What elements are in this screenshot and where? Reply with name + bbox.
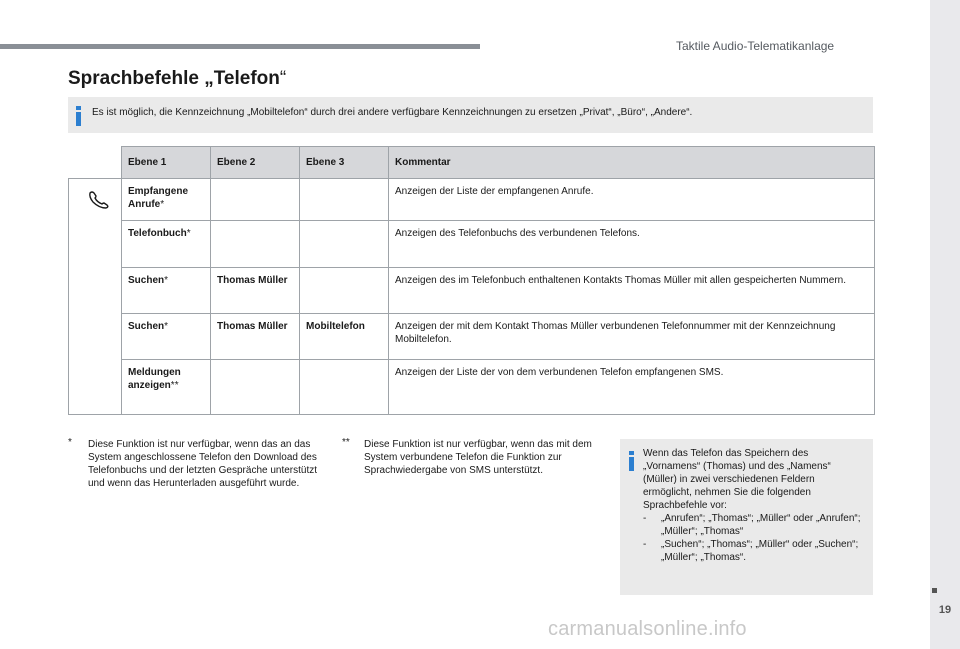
footnote-mark: ** (342, 437, 350, 448)
level2-cell: Thomas Müller (211, 268, 300, 314)
level2-cell (211, 179, 300, 221)
table-row (69, 360, 875, 415)
header-level-1: Ebene 1 (122, 147, 211, 179)
header-blank-cell (69, 147, 122, 179)
header-rule (0, 44, 480, 49)
footnote-text: Diese Funktion ist nur verfügbar, wenn das mit dem System verbundene Telefon die Funktion zur Sprachwiedergabe von SMS unterstützt. (364, 439, 592, 476)
level2-cell (211, 221, 300, 268)
level1-text: Telefonbuch (128, 228, 187, 239)
info-icon (75, 106, 82, 126)
level2-cell: Thomas Müller (211, 314, 300, 360)
footnote-single-asterisk (68, 438, 318, 490)
comment-cell: Anzeigen der mit dem Kontakt Thomas Müller verbundenen Telefonnummer mit der Kennzeichnung Mobiltelefon. (389, 314, 875, 360)
page-title-close-quote: “ (279, 68, 287, 89)
voice-command-table (68, 146, 875, 415)
level1-cell (122, 314, 211, 360)
header-level-3: Ebene 3 (300, 147, 389, 179)
footnote-mark: * (68, 437, 72, 448)
comment-cell: Anzeigen der Liste der empfangenen Anrufe. (389, 179, 875, 221)
icon-cell (69, 268, 122, 314)
level3-cell (300, 179, 389, 221)
comment-cell: Anzeigen des Telefonbuchs des verbundenen Telefons. (389, 221, 875, 268)
level1-text: Suchen (128, 321, 165, 332)
level1-cell (122, 179, 211, 221)
info-box (68, 97, 873, 133)
footnote-mark: * (186, 228, 191, 239)
level1-text: Meldungen anzeigen (128, 367, 181, 391)
table-row (69, 268, 875, 314)
note-list (643, 512, 865, 564)
table-header-row (69, 147, 875, 179)
phone-icon (87, 189, 113, 209)
table-row (69, 179, 875, 221)
note-intro: Wenn das Telefon das Speichern des „Vornamens“ (Thomas) und des „Namens“ (Müller) in zwei verschiedenen Feldern ermöglicht, nehmen Sie die folgenden Sprachbefehle vor: (643, 448, 831, 511)
info-text: Es ist möglich, die Kennzeichnung „Mobiltelefon“ durch drei andere verfügbare Kennzeichnungen zu ersetzen „Privat“, „Büro“, „Andere“. (92, 107, 693, 118)
level1-cell (122, 360, 211, 415)
icon-cell (69, 314, 122, 360)
footnote-mark: * (164, 275, 169, 286)
table-row (69, 314, 875, 360)
level1-cell (122, 268, 211, 314)
section-title: Taktile Audio-Telematikanlage (676, 39, 835, 53)
note-box (620, 439, 873, 595)
watermark-text: carmanualsonline.info (548, 618, 747, 640)
level1-text: Suchen (128, 275, 165, 286)
level1-text: Empfangene Anrufe (128, 186, 189, 210)
page-edge-strip (930, 0, 960, 649)
level3-cell (300, 360, 389, 415)
comment-cell: Anzeigen der Liste der von dem verbundenen Telefon empfangenen SMS. (389, 360, 875, 415)
icon-cell (69, 179, 122, 221)
footnote-double-asterisk (342, 438, 592, 477)
footnote-text: Diese Funktion ist nur verfügbar, wenn das an das System angeschlossene Telefon den Download des Telefonbuchs und der letzten Gespräche unterstützt und wenn das Herunterladen ausgeführt wurde. (88, 439, 318, 489)
footnote-mark: * (164, 321, 169, 332)
list-item: - „Suchen“; „Thomas“; „Müller“ oder „Suchen“; „Müller“; „Thomas“. (643, 538, 865, 564)
page-number: 19 (938, 604, 952, 616)
icon-cell (69, 360, 122, 415)
level2-cell (211, 360, 300, 415)
footnote-mark: * (160, 199, 165, 210)
footnote-mark: ** (170, 380, 179, 391)
list-item: - „Anrufen“; „Thomas“; „Müller“ oder „Anrufen“; „Müller“; „Thomas“ (643, 512, 865, 538)
table-row (69, 221, 875, 268)
icon-cell (69, 221, 122, 268)
note-body (643, 447, 865, 564)
header-level-2: Ebene 2 (211, 147, 300, 179)
page-title-text: Sprachbefehle „Telefon (68, 68, 280, 89)
page-title (68, 68, 286, 90)
level3-cell (300, 221, 389, 268)
level3-cell (300, 268, 389, 314)
header-comment: Kommentar (389, 147, 875, 179)
info-icon (628, 451, 635, 471)
page-marker (932, 588, 937, 593)
comment-cell: Anzeigen des im Telefonbuch enthaltenen Kontakts Thomas Müller mit allen gespeicherten Nummern. (389, 268, 875, 314)
level1-cell (122, 221, 211, 268)
level3-cell: Mobiltelefon (300, 314, 389, 360)
